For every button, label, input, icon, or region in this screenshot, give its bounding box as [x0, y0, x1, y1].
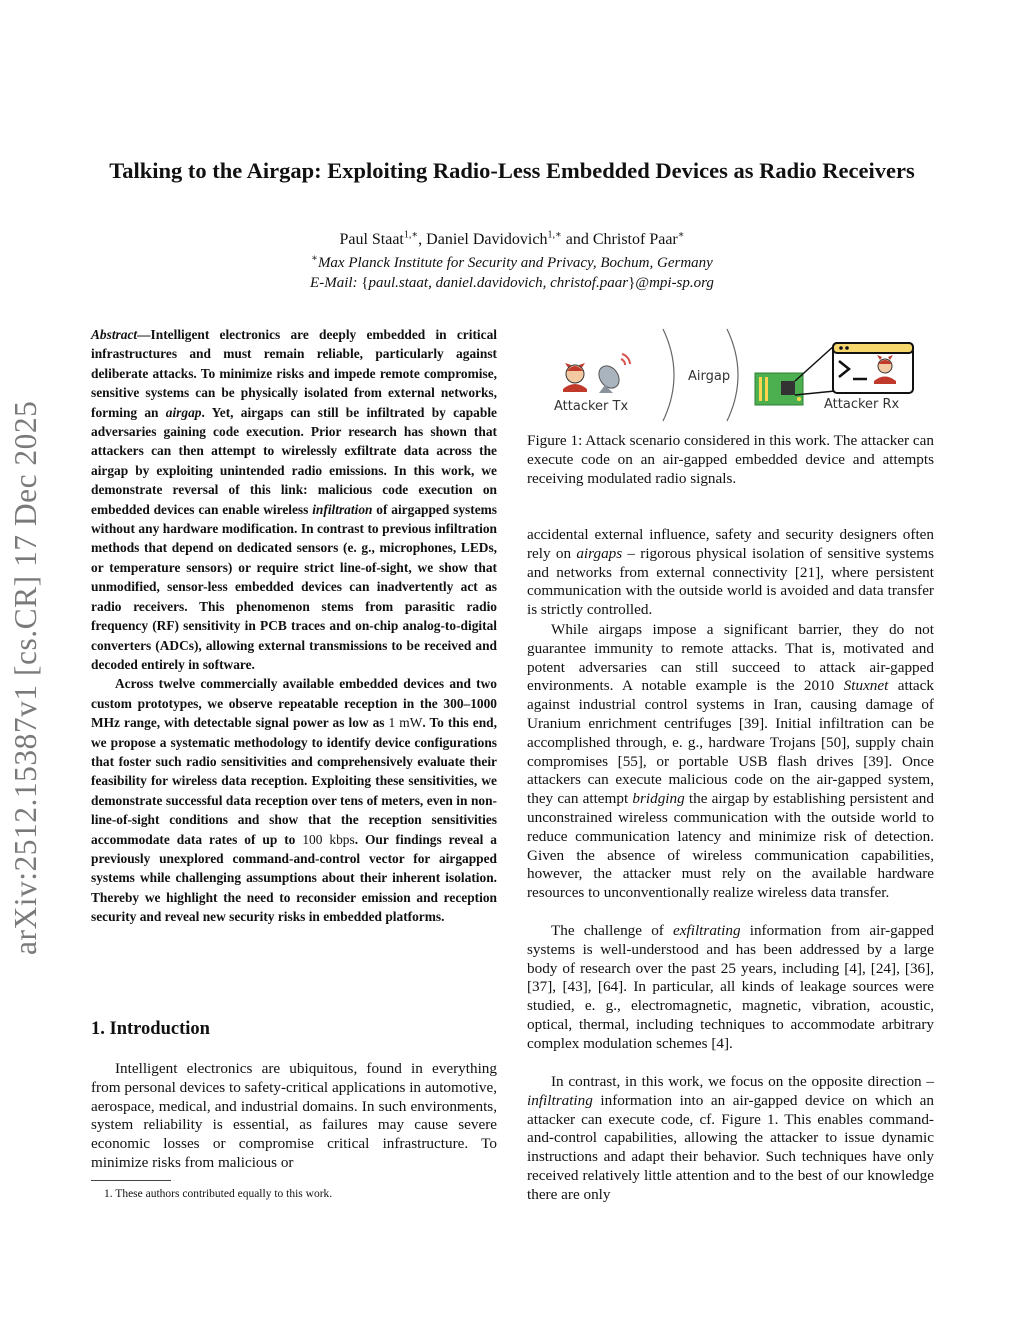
abstract-value: 100 kbps — [302, 831, 355, 847]
author-name: Daniel Davidovich — [426, 231, 548, 248]
email-addresses: paul.staat, daniel.davidovich, christof.paar — [368, 275, 629, 291]
email-brace: } — [628, 275, 636, 291]
body-text: the airgap by establishing persistent and unconstrained wireless communication with the outside world to reduce communication latency and minimize risk of detection. Given the absence of wireless communication capabilities, however, the attacker must rely on the available hardware resources to unconventionally realize wireless data transfer. — [527, 790, 934, 902]
body-text: While airgaps impose a significant barrier, they do not guarantee immunity to remote attacks. That is, motivated and potent adversaries can still succeed to attack air-gapped environments. A notable example is the 2010 — [527, 621, 934, 695]
author-separator: , — [418, 231, 427, 248]
arxiv-identifier: arXiv:2512.15387v1 [cs.CR] 17 Dec 2025 — [8, 400, 43, 955]
affiliation — [40, 255, 984, 272]
body-paragraph — [527, 621, 934, 903]
airgap-arc-left — [663, 329, 674, 421]
satellite-dish-icon — [595, 354, 630, 393]
abstract-text: Across twelve commercially available embedded devices and two custom prototypes, we observe repeatable reception in the 300–1000 MHz range, with detectable signal power as low as — [91, 676, 497, 731]
body-paragraph — [527, 526, 934, 620]
affiliation-mark: ∗ — [311, 253, 318, 264]
body-paragraph — [527, 1073, 934, 1205]
body-text: attack against industrial control systems in Iran, causing damage of Uranium enrichment centrifuges [39]. Initial infiltration can be accomplished through, e. g., hardware Trojans [50], supply chain compromises [55], or portable USB flash drives [39]. Once attackers can execute malicious code on the air-gapped system, they can attempt — [527, 677, 934, 808]
author-list — [40, 231, 984, 249]
author-name: Christof Paar — [592, 231, 678, 248]
footnote: 1. These authors contributed equally to this work. — [104, 1188, 333, 1200]
terminal-window-icon — [833, 343, 913, 393]
body-text: In contrast, in this work, we focus on the opposite direction – — [551, 1073, 934, 1090]
figure-caption: Figure 1: Attack scenario considered in this work. The attacker can execute code on an air-gapped embedded device and attempts receiving modulated radio signals. — [527, 432, 934, 487]
attacker-avatar-icon — [563, 363, 587, 392]
body-text: The challenge of — [551, 922, 674, 939]
body-emphasis: exfiltrating — [673, 922, 741, 939]
author-separator: and — [561, 231, 593, 248]
intro-paragraph: Intelligent electronics are ubiquitous, found in everything from personal devices to safety-critical applications in automotive, aerospace, medical, and industrial domains. In such environments, system reliability is essential, as failures may cause severe economic losses or compromise critical infrastructure. To minimize risks from malicious or — [91, 1060, 497, 1171]
section-heading: 1. Introduction — [91, 1019, 210, 1039]
abstract-text: . Our findings reveal a previously unexplored command-and-control vector for airgapped systems while challenging assumptions about their inherent isolation. Thereby we highlight the need to reconsider emission and reception security and reveal new security risks in embedded platforms. — [91, 831, 497, 925]
body-text: information into an air-gapped device on which an attacker can execute code, cf. Figure 1. This enables command-and-control capabilities, allowing the attacker to issue dynamic instructions and adapt their behavior. Such techniques have only received relatively little attention and to the best of our knowledge there are only — [527, 1091, 934, 1203]
body-paragraph — [527, 922, 934, 1054]
abstract-value: 1 mW — [388, 715, 423, 731]
attacker-tx-label: Attacker Tx — [554, 399, 629, 414]
abstract-label: Abstract — [91, 327, 138, 342]
airgap-label: Airgap — [688, 369, 731, 384]
abstract-emphasis: airgap — [165, 404, 202, 420]
paper-title: Talking to the Airgap: Exploiting Radio-Less Embedded Devices as Radio Receivers — [109, 158, 915, 183]
abstract-emphasis: infiltration — [312, 501, 373, 517]
email-prefix: E-Mail: — [310, 275, 362, 291]
body-emphasis: Stuxnet — [843, 677, 889, 695]
body-text: – rigorous physical isolation of sensitive systems and networks from external connectivity [21], where persistent communication with the outside world is avoided and data transfer is strictly controlled. — [527, 544, 934, 619]
body-emphasis: infiltrating — [527, 1091, 593, 1109]
abstract-paragraph — [91, 325, 497, 674]
abstract-text: . Yet, airgaps can still be infiltrated by capable adversaries gaining code execution. Prior research has shown that attackers can then attempt to wirelessly exfiltrate data across the airgap by exploiting unintended radio emissions. In this work, we demonstrate reversal of this link: malicious code execution on embedded devices can enable wireless — [91, 404, 497, 517]
author-affiliation-mark: ∗ — [677, 229, 685, 241]
abstract — [91, 325, 497, 927]
abstract-paragraph — [91, 674, 497, 926]
abstract-text: of airgapped systems without any hardware modification. In contrast to previous infiltration methods that depend on dedicated sensors (e. g., microphones, LEDs, or temperature sensors) or require strict line-of-sight, we show that unmodified, sensor-less embedded devices can inadvertently act as radio receivers. This phenomenon stems from parasitic radio frequency (RF) sensitivity in PCB traces and on-chip analog-to-digital converters (ADCs), allowing external transmissions to be received and decoded entirely in software. — [91, 501, 497, 672]
abstract-dash: — — [137, 327, 151, 342]
email-brace: { — [361, 275, 369, 291]
author-name: Paul Staat — [339, 231, 404, 248]
email-domain: @mpi-sp.org — [635, 275, 714, 291]
pcb-board-icon — [755, 373, 803, 405]
abstract-text: . To this end, we propose a systematic methodology to identify device configurations that foster such radio sensitivities and comprehensively evaluate their feasibility for wireless data reception. Exploiting these sensitivities, we demonstrate successful data reception over tens of meters, even in non-line-of-sight conditions and show that the reception sensitivities accommodate data rates of up to — [91, 715, 497, 847]
body-text: information from air-gapped systems is well-understood and has been addressed by a large body of research over the past 25 years, including [4], [24], [36], [37], [43], [64]. In particular, all kinds of leakage sources were studied, e. g., electromagnetic, magnetic, vibration, acoustic, optical, thermal, including techniques to accommodate arbitrary complex modulation schemes [4]. — [527, 922, 934, 1052]
figure-attack-scenario — [527, 325, 934, 425]
email-line — [40, 275, 984, 292]
body-emphasis: airgaps — [576, 544, 623, 562]
author-affiliation-mark: 1,∗ — [547, 229, 562, 241]
affiliation-text: Max Planck Institute for Security and Privacy, Bochum, Germany — [317, 255, 713, 271]
footnote-rule — [91, 1180, 171, 1181]
attacker-rx-label: Attacker Rx — [824, 397, 900, 412]
zoom-line-top — [795, 345, 835, 381]
body-emphasis: bridging — [632, 790, 685, 808]
abstract-text: Intelligent electronics are deeply embedded in critical infrastructures and must remain reliable, particularly against deliberate attacks. To minimize risks and impede remote compromise, sensitive systems can be physically isolated from external networks, forming an — [91, 327, 497, 420]
author-affiliation-mark: 1,∗ — [403, 229, 419, 241]
body-text: accidental external influence, safety and security designers often rely on — [527, 526, 934, 562]
